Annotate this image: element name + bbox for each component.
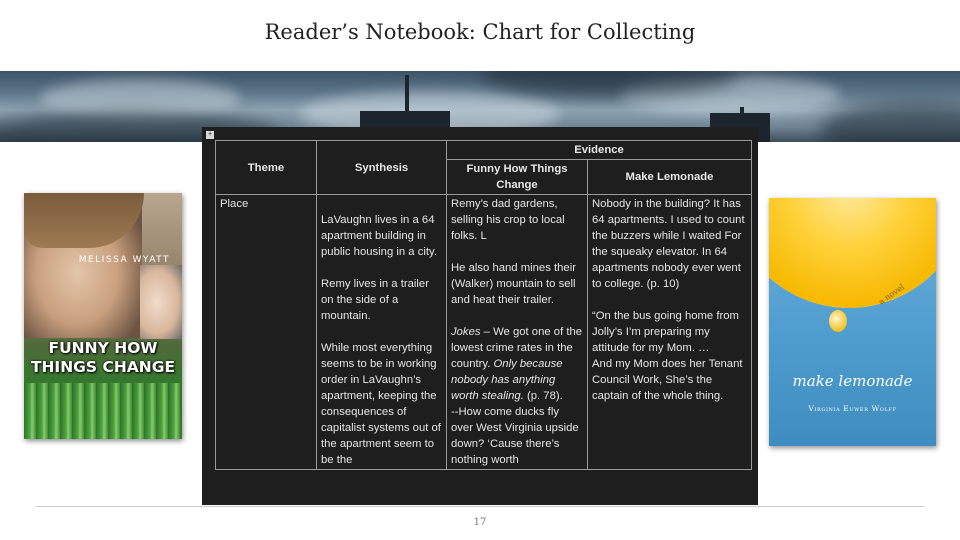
cell-theme: Place [216,195,317,470]
evidence-paragraph: Nobody in the building? It has 64 apartments. I used to count the buzzers while I waited For the squeaky elevator. In 64 apartments nobody ever went to college. (p. 10) [592,198,745,290]
synthesis-paragraph: Remy lives in a trailer on the side of a mountain. [321,278,429,322]
evidence-paragraph: --How come ducks fly over West Virginia upside down? ‘Cause there’s nothing worth [451,406,579,466]
synthesis-paragraph: While most everything seems to be in working order in LaVaughn’s apartment, keeping the consequences of capitalist systems out of the apartment seem to be the [321,342,441,466]
footer-divider [36,506,924,507]
header-synthesis: Synthesis [317,141,447,195]
book-left-author: MELISSA WYATT [78,255,170,265]
table-move-handle-icon[interactable]: + [207,131,213,138]
evidence-paragraph: “On the bus going home from Jolly’s I’m preparing my attitude for my Mom. … [592,310,739,354]
book-right-title: make lemonade [792,372,913,390]
cell-book1-evidence [447,195,588,470]
evidence-paragraph: He also hand mines their (Walker) mountain to sell and heat their trailer. [451,262,576,306]
header-theme: Theme [216,141,317,195]
cell-synthesis [317,195,447,470]
header-book2: Make Lemonade [588,160,752,195]
collecting-chart [215,140,752,470]
book-right-tag: a novel [877,282,907,307]
page-number: 17 [473,517,487,528]
table-screenshot [202,127,758,505]
header-evidence: Evidence [447,141,752,160]
evidence-joke: Jokes – We got one of the lowest crime rates in the country. Only because nobody has anything worth stealing. (p. 78). [451,326,583,402]
table-row [216,195,752,470]
book-cover-make-lemonade [769,198,936,446]
header-book1: Funny How Things Change [447,160,588,195]
book-right-author: Virginia Euwer Wolff [808,404,897,413]
evidence-paragraph: And my Mom does her Tenant Council Work, She’s the captain of the whole thing. [592,358,743,402]
slide-title: Reader’s Notebook: Chart for Collecting [264,20,696,44]
book-left-title: FUNNY HOW THINGS CHANGE [30,339,176,376]
book-cover-funny-how-things-change [24,193,182,439]
evidence-paragraph: Remy’s dad gardens, selling his crop to local folks. L [451,198,565,242]
synthesis-paragraph: LaVaughn lives in a 64 apartment building in public housing in a city. [321,214,437,258]
cell-book2-evidence [588,195,752,470]
